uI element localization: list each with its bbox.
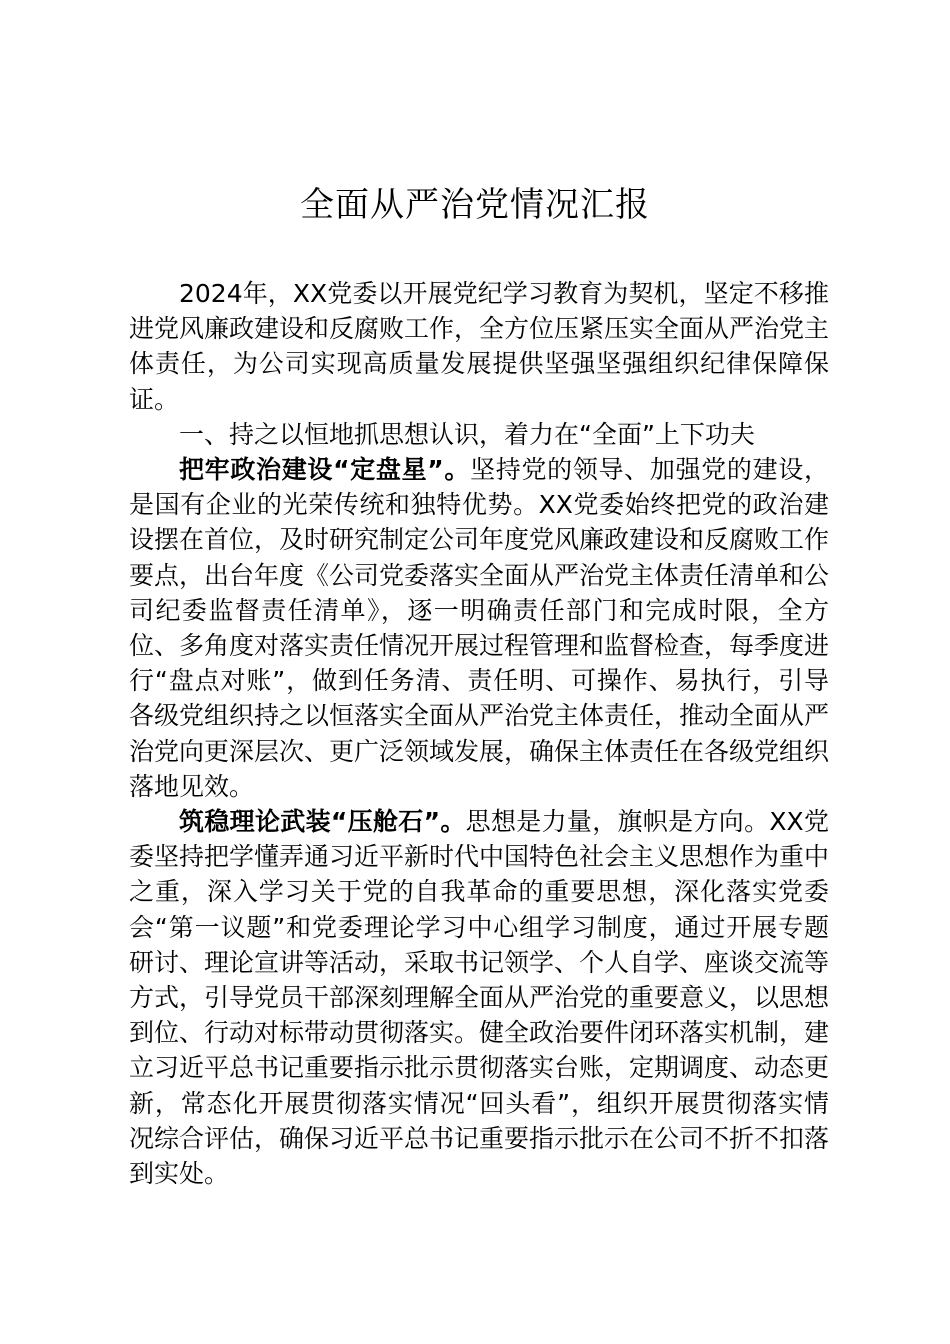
paragraph-text: 思想是力量，旗帜是方向。XX党委坚持把学懂弄通习近平新时代中国特色社会主义思想作为重中之重，深入学习关于党的自我革命的重要思想，深化落实党委会“第一议题”和党委理论学习中心组学习制度，通过开展专题研讨、理论宣讲等活动，采取书记领学、个人自学、座谈交流等方式，引导党员干部深刻理解全面从严治党的重要意义，以思想到位、行动对标带动贯彻落实。健全政治要件闭环落实机制，建立习近平总书记重要指示批示贯彻落实台账，定期调度、动态更新，常态化开展贯彻落实情况“回头看”，组织开展贯彻落实情况综合评估，确保习近平总书记重要指示批示在公司不折不扣落到实处。 bbox=[129, 807, 830, 1189]
document-title: 全面从严治党情况汇报 bbox=[300, 185, 650, 225]
paragraph-lead: 把牢政治建设“定盘星”。 bbox=[179, 455, 471, 485]
heading-text: 一、持之以恒地抓思想认识，着力在“全面”上下功夫 bbox=[179, 419, 755, 449]
paragraph-intro bbox=[129, 276, 829, 417]
paragraph-lead: 筑稳理论武装“压舱石”。 bbox=[179, 807, 466, 837]
paragraph-text: 2024年，XX党委以开展党纪学习教育为契机，坚定不移推进党风廉政建设和反腐败工作，全方位压紧压实全面从严治党主体责任，为公司实现高质量发展提供坚强坚强组织纪律保障保证。 bbox=[129, 279, 830, 414]
section-heading-1 bbox=[129, 417, 829, 452]
document-body bbox=[129, 276, 829, 1191]
paragraph-political-building bbox=[129, 452, 829, 804]
paragraph-theoretical-arming bbox=[129, 804, 829, 1191]
paragraph-text: 坚持党的领导、加强党的建设，是国有企业的光荣传统和独特优势。XX党委始终把党的政治建设摆在首位，及时研究制定公司年度党风廉政建设和反腐败工作要点，出台年度《公司党委落实全面从严治党主体责任清单和公司纪委监督责任清单》，逐一明确责任部门和完成时限，全方位、多角度对落实责任情况开展过程管理和监督检查，每季度进行“盘点对账”，做到任务清、责任明、可操作、易执行，引导各级党组织持之以恒落实全面从严治党主体责任，推动全面从严治党向更深层次、更广泛领域发展，确保主体责任在各级党组织落地见效。 bbox=[129, 455, 830, 801]
